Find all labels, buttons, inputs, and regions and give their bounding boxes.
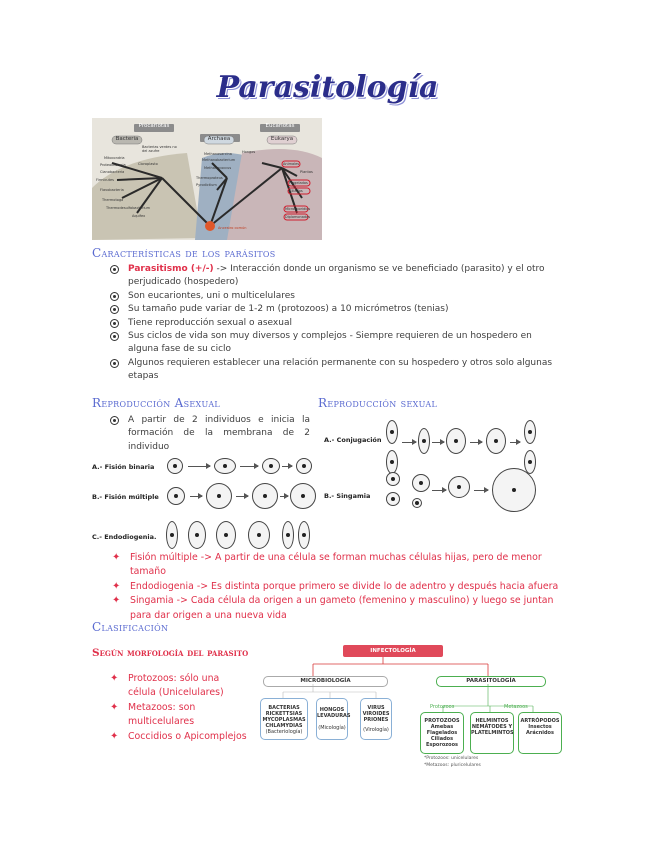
cell: [282, 521, 294, 549]
tree-leaf-mid-2: Methanococcus: [204, 166, 232, 170]
virus-box: VIRUS VIROIDES PRIONES (Virología): [360, 698, 392, 740]
arrow-icon: [474, 490, 488, 491]
arrow-icon: [432, 442, 444, 443]
tree-label-bacteria: Bacteria: [115, 136, 139, 142]
cell: [386, 492, 400, 506]
arrow-icon: [510, 442, 520, 443]
cell: [448, 476, 470, 498]
tree-leaf-right-0: Hongos: [242, 150, 256, 154]
tree-leaf-mid-3: Thermoproteus: [196, 176, 223, 180]
cell: [446, 428, 466, 454]
asexual-list: [110, 414, 310, 454]
tipos-list: [110, 551, 570, 623]
cell: [290, 483, 316, 509]
artropodos-box: ARTRÓPODOS Insectos Arácnidos: [518, 712, 562, 754]
phylogenetic-tree-image: [92, 118, 322, 240]
tree-leaf-mid-1: Methanobacterium: [202, 158, 236, 162]
arrow-icon: [470, 442, 482, 443]
arrow-icon: [402, 442, 416, 443]
sexual-figure: [320, 414, 560, 524]
tree-leaf-4: Cloroplasto: [138, 162, 158, 166]
tree-label-procariotas: Procariotas: [138, 123, 170, 129]
list-item: Tiene reproducción sexual o asexual: [110, 317, 565, 330]
tree-root-label: Ancestro común: [218, 226, 247, 230]
clasificacion-heading: Clasificación: [92, 620, 169, 634]
star-bullet-icon: ✦: [112, 595, 121, 607]
tree-leaf-5: Firmicutes: [96, 178, 114, 182]
cell: [262, 458, 280, 474]
tree-leaf-mid-0: Methanosarcina: [204, 152, 232, 156]
cell: [386, 420, 398, 444]
conjugacion-label: A.- Conjugación: [324, 436, 382, 444]
list-item: Sus ciclos de vida son muy diversos y complejos - Siempre requieren de un hospedero en alguna fase de su ciclo: [110, 330, 565, 357]
cell: [166, 521, 178, 549]
fision-multiple-label: B.- Fisión múltiple: [92, 493, 159, 501]
list-item: ✦ Singamia -> Cada célula da origen a un gameto (femenino y masculino) y luego se juntan para dar origen a una nueva vida: [112, 595, 554, 621]
star-bullet-icon: ✦: [110, 701, 119, 713]
singamia-label: B.- Singamia: [324, 492, 371, 500]
bullet-icon: [110, 292, 119, 301]
clasificacion-list: [108, 672, 248, 744]
arrow-icon: [432, 490, 446, 491]
tree-leaf-right-2: Plantas: [300, 170, 313, 174]
hongos-box: HONGOS LEVADURAS (Micología): [316, 698, 348, 740]
cell: [296, 458, 312, 474]
tree-leaf-right-1: Animales: [283, 162, 300, 166]
footnote-metazoos: *Metazoos: pluricelulares: [424, 763, 481, 768]
star-bullet-icon: ✦: [110, 730, 119, 742]
tree-leaf-6: Flavobacteria: [100, 188, 124, 192]
list-item: ✦ Coccidios o Apicomplejos: [108, 730, 248, 744]
caracteristicas-list: [110, 263, 565, 384]
highlight-term: Parasitismo (+/-): [128, 264, 214, 274]
star-bullet-icon: ✦: [110, 673, 119, 684]
cell: [167, 487, 185, 505]
cell: [188, 521, 206, 549]
metazoos-tag: Metazoos: [504, 704, 528, 710]
tree-label-eukarya: Eukarya: [270, 136, 294, 142]
list-item: ✦ Fisión múltiple -> A partir de una célula se forman muchas células hijas, pero de menor tamaño: [112, 552, 542, 578]
cell: [386, 472, 400, 486]
cell: [524, 420, 536, 444]
star-bullet-icon: ✦: [112, 552, 121, 563]
bullet-icon: [110, 319, 119, 328]
infectologia-diagram: [258, 640, 563, 775]
cell: [486, 428, 506, 454]
tree-leaf-9: Aquifex: [132, 214, 146, 218]
bullet-icon: [110, 359, 119, 368]
star-bullet-icon: ✦: [112, 580, 121, 592]
footnote-protozoos: *Protozoos: unicelulares: [424, 756, 479, 761]
list-item: Son eucariontes, uni o multicelulares: [110, 290, 565, 303]
tree-label-archaea: Archaea: [207, 136, 231, 142]
list-item: Su tamaño pude variar de 1-2 m (protozoos) a 10 micrómetros (tenias): [110, 303, 565, 316]
tree-leaf-mid-4: Pyrodictium: [196, 183, 217, 187]
cell: [418, 428, 430, 454]
tree-leaf-0: Bacterias verdes no del azufre: [142, 145, 177, 153]
cell: [412, 474, 430, 492]
tree-leaf-right-4: Ciliados: [289, 189, 303, 193]
cell: [524, 450, 536, 474]
arrow-icon: [240, 466, 258, 467]
arrow-icon: [280, 496, 288, 497]
arrow-icon: [236, 496, 248, 497]
asexual-heading: Reproducción Asexual: [92, 396, 221, 410]
page-title: Parasitología: [216, 70, 439, 105]
tree-leaf-right-6: Diplomonadas: [285, 215, 311, 219]
protozoos-box: PROTOZOOS Amebas Flagelados Ciliados Esporozoos: [420, 712, 464, 754]
list-item: ✦ Protozoos: sólo una célula (Unicelulares): [110, 673, 224, 699]
clasificacion-subheading: Según morfología del parasito: [92, 647, 249, 659]
bullet-icon: [110, 265, 119, 274]
cell: [492, 468, 536, 512]
cell: [412, 498, 422, 508]
list-item: A partir de 2 individuos e inicia la formación de la membrana de 2 individuo: [110, 414, 310, 454]
cell: [386, 450, 398, 474]
cell: [167, 458, 183, 474]
tree-leaf-right-3: Flagelados: [289, 181, 308, 185]
microbiologia-box: MICROBIOLOGÍA: [263, 676, 388, 687]
cell: [252, 483, 278, 509]
infectologia-box: INFECTOLOGÍA: [343, 645, 443, 657]
list-item: ✦ Metazoos: son multicelulares: [110, 701, 196, 728]
arrow-icon: [282, 466, 292, 467]
list-item: ✦ Endodiogenia -> Es distinta porque primero se divide lo de adentro y después hacia afuera: [110, 580, 570, 594]
tree-leaf-1: Mitocondria: [104, 156, 125, 160]
list-item: Parasitismo (+/-) -> Interacción donde un organismo se ve beneficiado (parasito) y el otro perjudicado (hospedero): [110, 263, 565, 290]
helmintos-box: HELMINTOS NEMÁTODES Y PLATELMINTOS: [470, 712, 514, 754]
tree-leaf-right-5: Microsporidios: [285, 207, 311, 211]
bullet-icon: [110, 305, 119, 314]
parasitologia-box: PARASITOLOGÍA: [436, 676, 546, 687]
endodiogenia-label: C.- Endodiogenia.: [92, 533, 157, 541]
bullet-icon: [110, 332, 119, 341]
bacterias-box: BACTERIAS RICKETTSIAS MYCOPLASMAS CHLAMYDIAS (Bacteriología): [260, 698, 308, 740]
cell: [216, 521, 236, 549]
cell: [248, 521, 270, 549]
list-item: Algunos requieren establecer una relación permanente con su hospedero y otros solo algunas etapas: [110, 357, 565, 384]
cell: [298, 521, 310, 549]
arrow-icon: [188, 466, 210, 467]
cell: [206, 483, 232, 509]
tree-leaf-7: Thermotoga: [102, 198, 124, 202]
sexual-heading: Reproducción sexual: [318, 396, 438, 410]
protozoos-tag: Protozoos: [430, 704, 455, 710]
tree-leaf-2: Proteobacteria: [100, 163, 126, 167]
bullet-icon: [110, 416, 119, 425]
caracteristicas-heading: Características de los parásitos: [92, 246, 276, 260]
tree-leaf-3: Cianobacteria: [100, 170, 125, 174]
tree-label-eucariotas: Eucariotas: [265, 123, 295, 129]
tree-leaf-8: Thermodesulfobacterium: [106, 206, 151, 210]
arrow-icon: [190, 496, 202, 497]
asexual-figure: [92, 455, 322, 555]
fision-binaria-label: A.- Fisión binaria: [92, 463, 155, 471]
cell: [214, 458, 236, 474]
